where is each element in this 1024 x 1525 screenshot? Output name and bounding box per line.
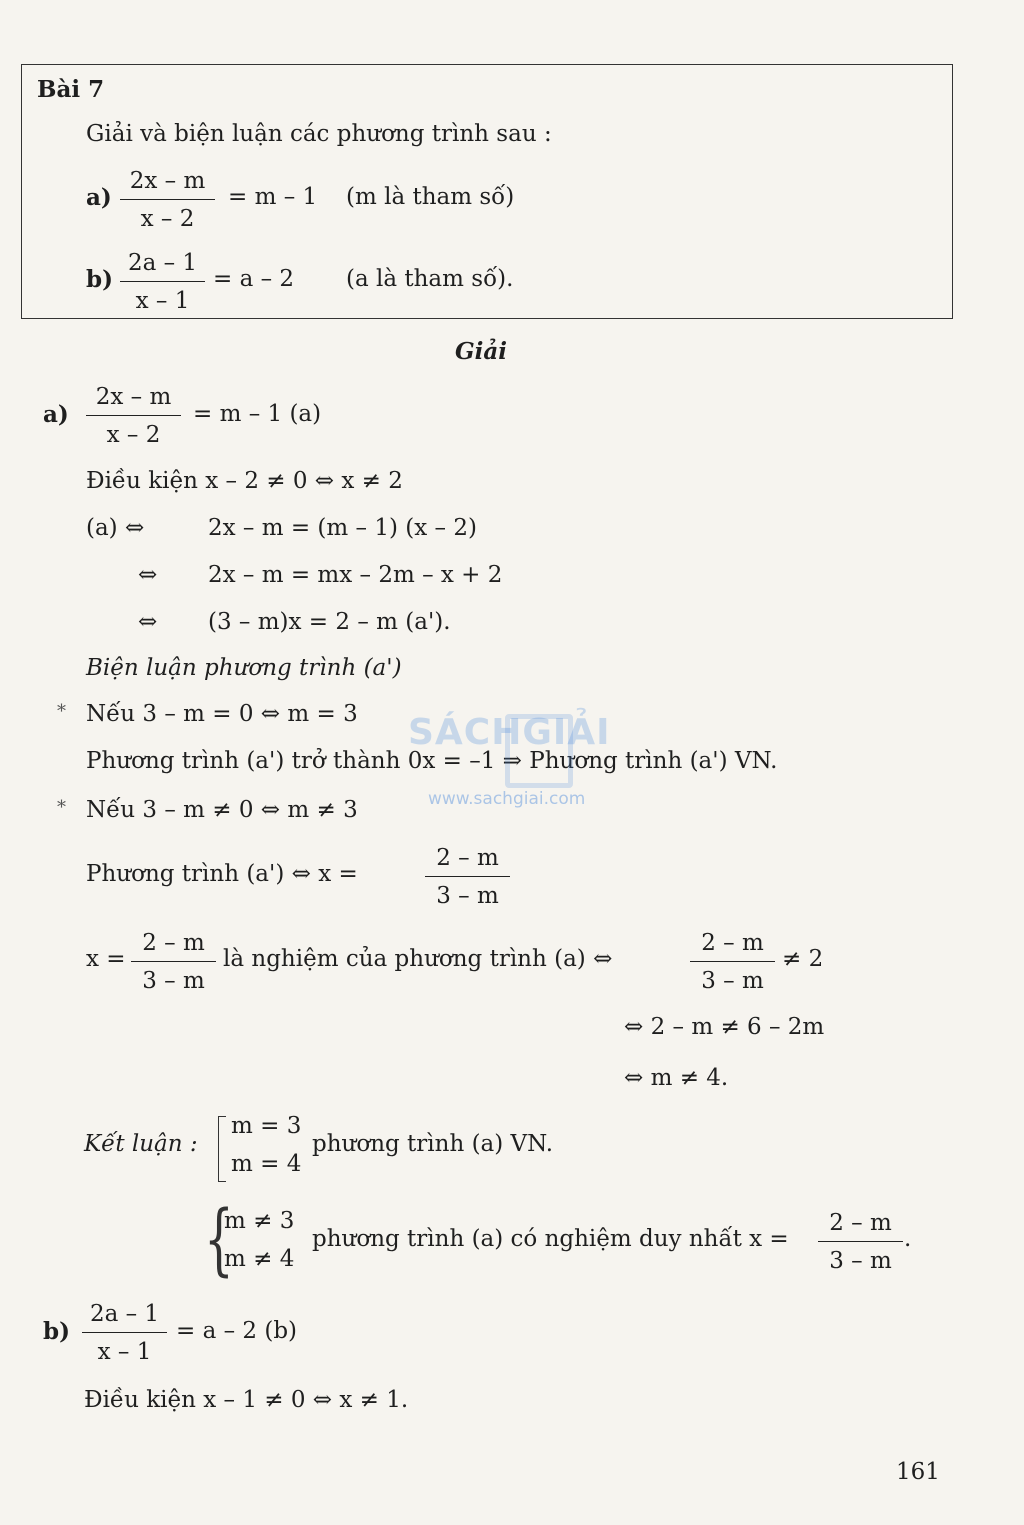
problem-instruction: Giải và biện luận các phương trình sau : bbox=[86, 121, 552, 147]
condition-a: Điều kiện x – 2 ≠ 0 ⇔ x ≠ 2 bbox=[86, 468, 403, 494]
problem-b-note: (a là tham số). bbox=[346, 266, 514, 292]
conclusion2-fraction bbox=[818, 1208, 903, 1276]
root-not-equal: ≠ 2 bbox=[782, 946, 824, 972]
problem-a-fraction bbox=[120, 166, 215, 234]
root-condition-fraction bbox=[690, 928, 775, 996]
conclusion2-period: . bbox=[904, 1226, 912, 1252]
step1-left: (a) ⇔ bbox=[86, 515, 145, 541]
condition-b: Điều kiện x – 1 ≠ 0 ⇔ x ≠ 1. bbox=[84, 1387, 409, 1413]
conclusion-brace: { bbox=[204, 1195, 234, 1285]
solution-a-label: a) bbox=[43, 401, 69, 428]
root-denominator: 3 – m bbox=[142, 968, 205, 994]
case2-denominator: 3 – m bbox=[436, 883, 499, 909]
problem-title: Bài 7 bbox=[37, 76, 105, 103]
solution-b-rhs: = a – 2 (b) bbox=[176, 1318, 298, 1344]
solution-a-denominator: x – 2 bbox=[106, 422, 161, 448]
step2: 2x – m = mx – 2m – x + 2 bbox=[208, 562, 503, 588]
problem-b-fraction bbox=[120, 248, 205, 316]
root-left: x = bbox=[86, 946, 126, 972]
root-numerator: 2 – m bbox=[131, 928, 216, 962]
solution-a-fraction bbox=[86, 382, 181, 450]
solution-b-denominator: x – 1 bbox=[97, 1339, 152, 1365]
watermark-logo: SÁCHGIẢI bbox=[408, 712, 611, 753]
root-step3: ⇔ m ≠ 4. bbox=[624, 1065, 729, 1091]
problem-b-label: b) bbox=[86, 266, 113, 293]
conclusion1-line1: m = 3 bbox=[231, 1113, 302, 1139]
problem-a-numerator: 2x – m bbox=[120, 166, 215, 200]
problem-b-denominator: x – 1 bbox=[135, 288, 190, 314]
root-condition-denominator: 3 – m bbox=[701, 968, 764, 994]
problem-a-note: (m là tham số) bbox=[346, 184, 515, 210]
conclusion1-text: phương trình (a) VN. bbox=[312, 1131, 554, 1157]
step2-left: ⇔ bbox=[138, 562, 158, 588]
problem-a-label: a) bbox=[86, 184, 112, 211]
conclusion2-denominator: 3 – m bbox=[829, 1248, 892, 1274]
conclusion2-line1: m ≠ 3 bbox=[224, 1208, 295, 1234]
solution-heading: Giải bbox=[455, 338, 508, 365]
conclusion2-line2: m ≠ 4 bbox=[224, 1246, 295, 1272]
conclusion1-line2: m = 4 bbox=[231, 1151, 302, 1177]
solution-a-rhs: = m – 1 (a) bbox=[193, 401, 322, 427]
case1-condition: Nếu 3 – m = 0 ⇔ m = 3 bbox=[86, 701, 358, 727]
page-number: 161 bbox=[896, 1459, 940, 1485]
conclusion2-text: phương trình (a) có nghiệm duy nhất x = bbox=[312, 1226, 789, 1252]
step3: (3 – m)x = 2 – m (a'). bbox=[208, 609, 451, 635]
watermark-url: www.sachgiai.com bbox=[428, 789, 586, 809]
case2-equation-left: Phương trình (a') ⇔ x = bbox=[86, 861, 358, 887]
case2-bullet: * bbox=[57, 797, 66, 818]
case1-result: Phương trình (a') trở thành 0x = –1 ⇒ Phương trình (a') VN. bbox=[86, 748, 778, 774]
discussion-title: Biện luận phương trình (a') bbox=[86, 655, 402, 681]
problem-b-rhs: = a – 2 bbox=[213, 266, 295, 292]
case2-condition: Nếu 3 – m ≠ 0 ⇔ m ≠ 3 bbox=[86, 797, 358, 823]
conclusion-bracket bbox=[218, 1116, 226, 1182]
problem-a-rhs: = m – 1 bbox=[228, 184, 318, 210]
case2-numerator: 2 – m bbox=[425, 843, 510, 877]
solution-b-fraction bbox=[82, 1299, 167, 1367]
problem-a-denominator: x – 2 bbox=[140, 206, 195, 232]
case2-fraction bbox=[425, 843, 510, 911]
conclusion2-numerator: 2 – m bbox=[818, 1208, 903, 1242]
solution-a-numerator: 2x – m bbox=[86, 382, 181, 416]
conclusion-label: Kết luận : bbox=[84, 1131, 198, 1157]
problem-b-numerator: 2a – 1 bbox=[120, 248, 205, 282]
root-step2: ⇔ 2 – m ≠ 6 – 2m bbox=[624, 1014, 825, 1040]
root-fraction bbox=[131, 928, 216, 996]
step1: 2x – m = (m – 1) (x – 2) bbox=[208, 515, 477, 541]
solution-b-numerator: 2a – 1 bbox=[82, 1299, 167, 1333]
step3-left: ⇔ bbox=[138, 609, 158, 635]
root-condition-numerator: 2 – m bbox=[690, 928, 775, 962]
case1-bullet: * bbox=[57, 701, 66, 722]
root-middle-text: là nghiệm của phương trình (a) ⇔ bbox=[223, 946, 613, 972]
solution-b-label: b) bbox=[43, 1318, 70, 1345]
